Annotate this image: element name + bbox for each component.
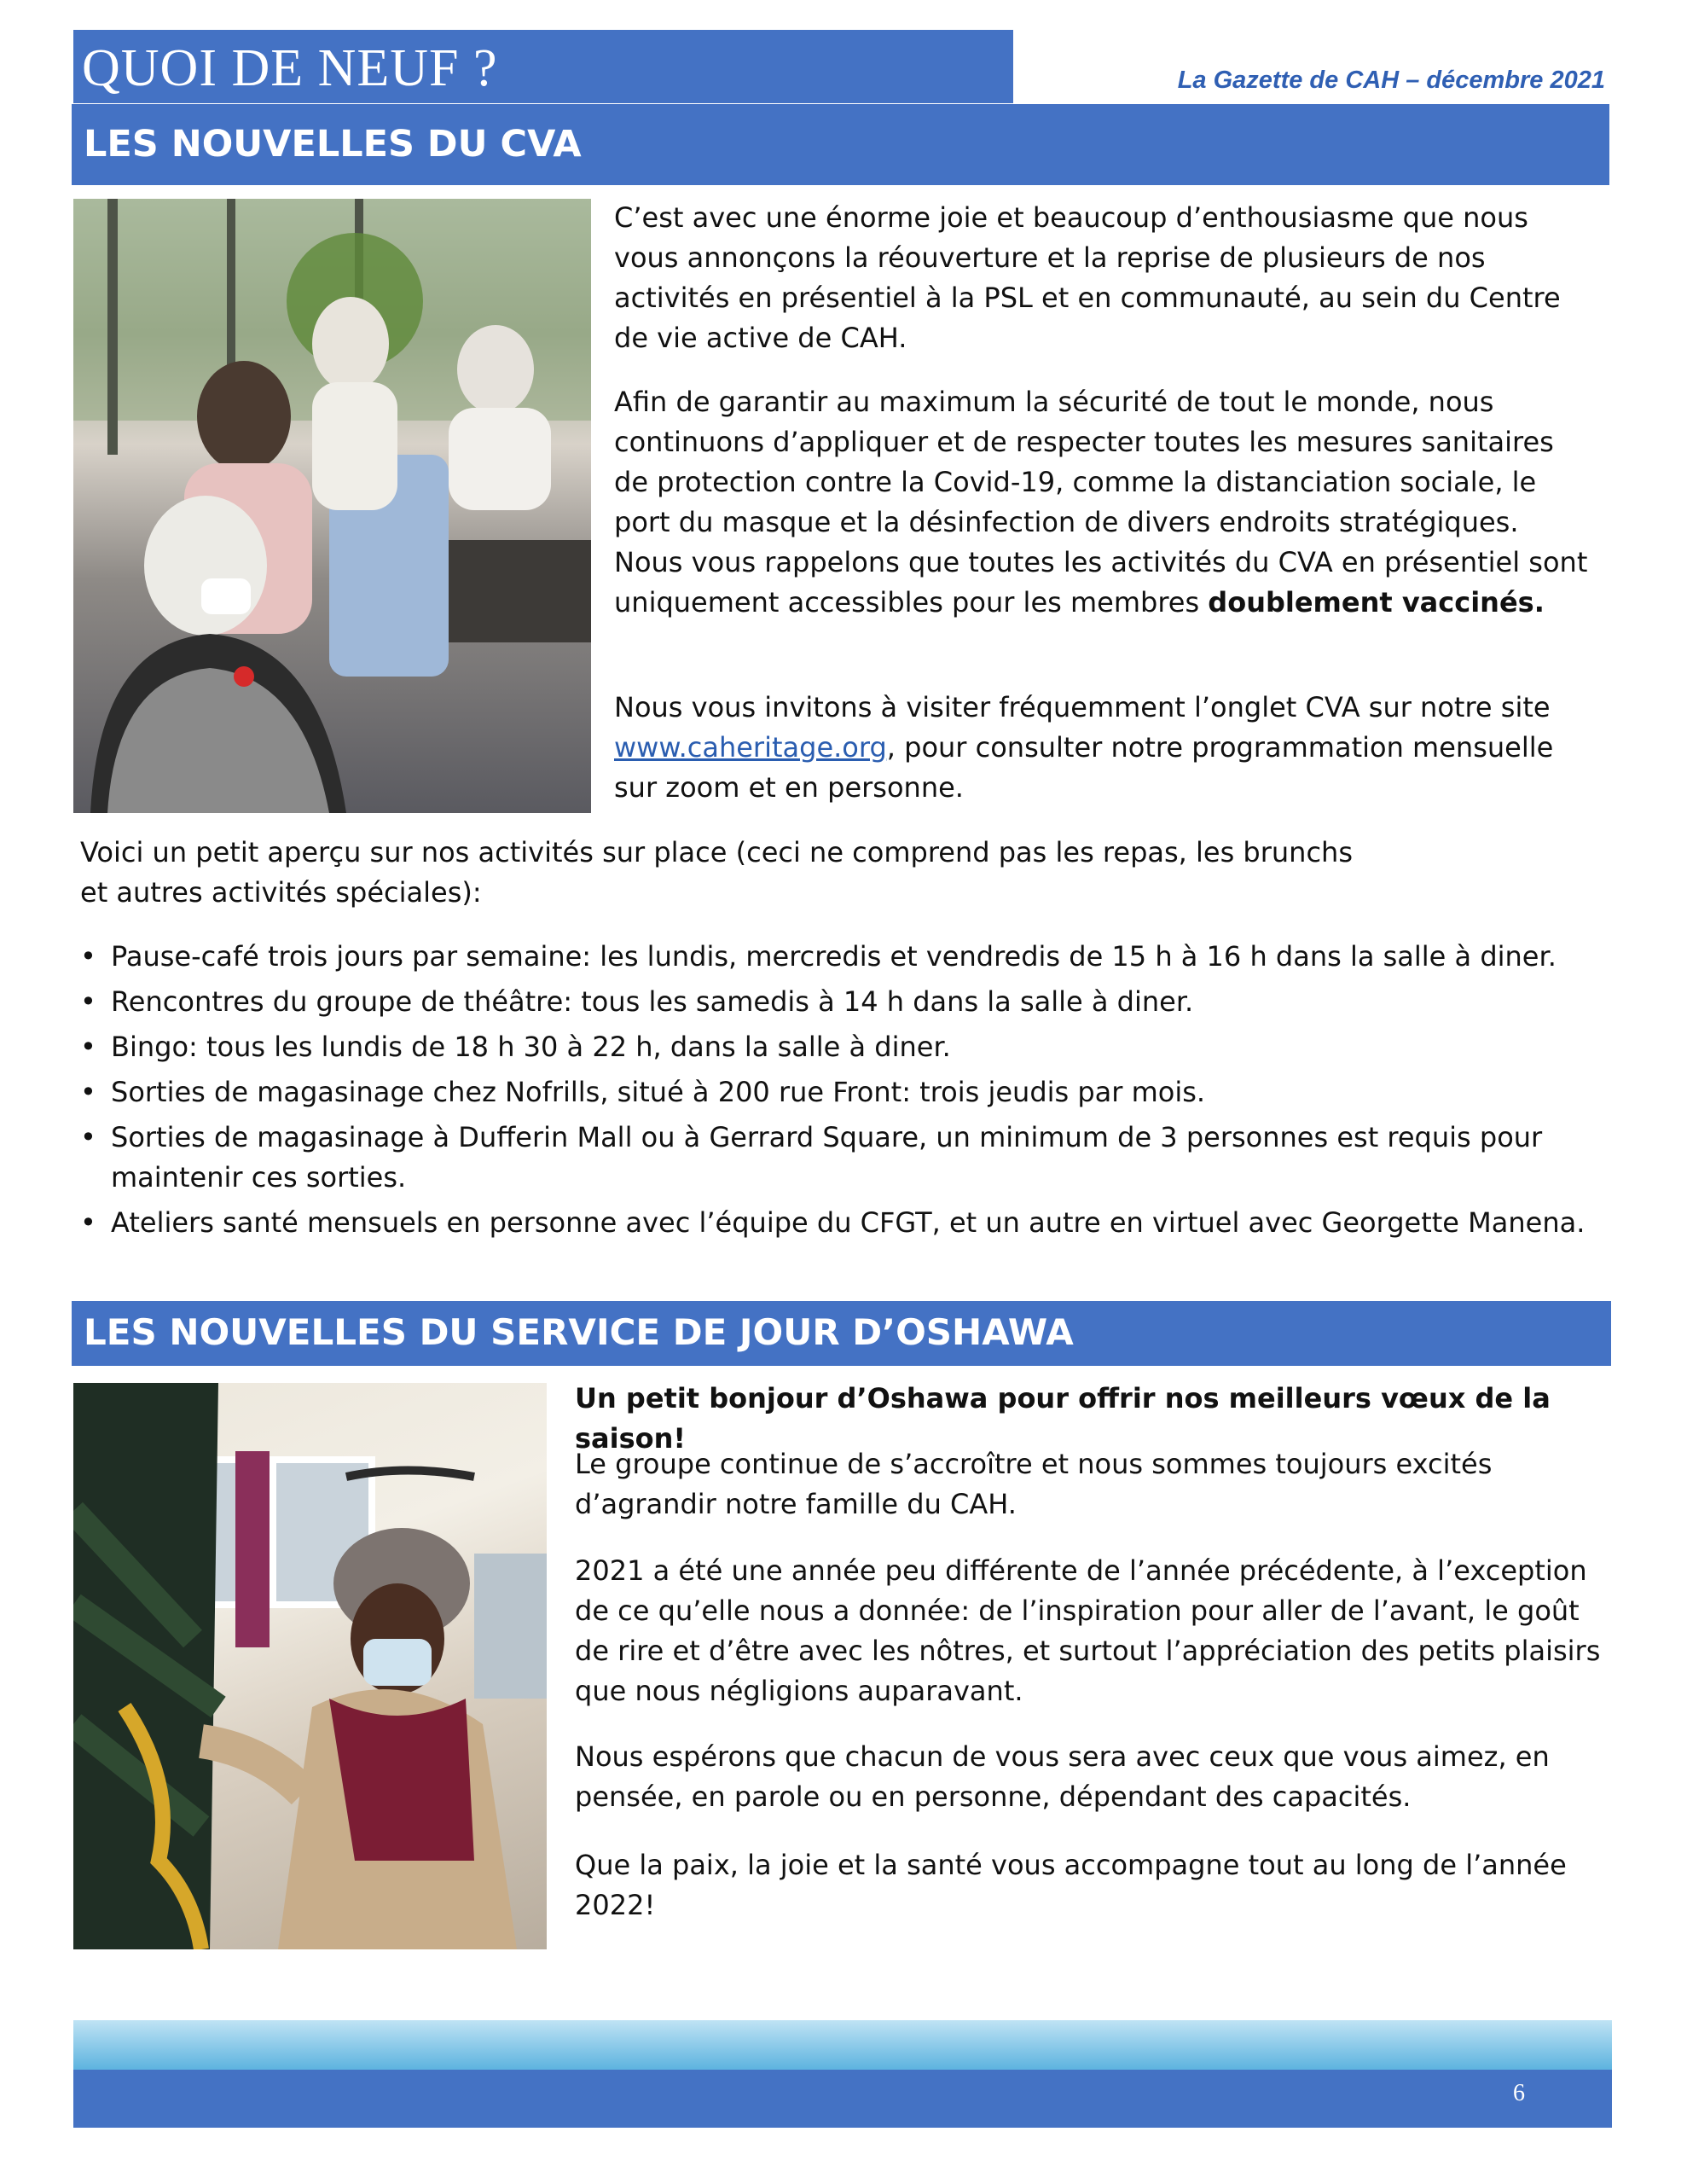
bullet: • [80,1076,96,1108]
activities-intro: Voici un petit aperçu sur nos activités sur place (ceci ne comprend pas les repas, les brunchs et autres activités spéciales): [80,836,1353,909]
list-item [80,982,1615,1022]
activity-text: Sorties de magasinage à Dufferin Mall ou à Gerrard Square, un minimum de 3 personnes est requis pour maintenir ces sorties. [111,1121,1543,1194]
cva-paragraph-1: C’est avec une énorme joie et beaucoup d’enthousiasme que nous vous annonçons la réouverture et la reprise de plusieurs de nos activités en présentiel à la PSL et en communauté, au sein du Centre de vie active de CAH. [614,201,1561,354]
oshawa-paragraph-5: Que la paix, la joie et la santé vous accompagne tout au long de l’année 2022! [575,1849,1567,1921]
cva-paragraph-2-bold: doublement vaccinés. [1208,586,1545,619]
list-item [80,1072,1615,1112]
oshawa-paragraph-4: Nous espérons que chacun de vous sera avec ceux que vous aimez, en pensée, en parole ou en personne, dépendant des capacités. [575,1740,1550,1813]
activity-text: Sorties de magasinage chez Nofrills, situé à 200 rue Front: trois jeudis par mois. [111,1076,1206,1108]
bullet: • [80,1206,96,1239]
list-item [80,1027,1615,1067]
footer-wave [73,2020,1612,2070]
page-title: QUOI DE NEUF ? [82,39,498,97]
activity-text: Bingo: tous les lundis de 18 h 30 à 22 h, dans la salle à diner. [111,1031,951,1063]
list-item [80,1203,1615,1243]
cva-paragraph-2-text: Afin de garantir au maximum la sécurité de tout le monde, nous continuons d’appliquer et de respecter toutes les mesures sanitaires de protection contre la Covid-19, comme la distanciation sociale, le port du masque et la désinfection de divers endroits stratégiques. Nous vous rappelons que toutes les activités du CVA en présentiel sont uniquement accessibles pour les membres [614,386,1588,619]
list-item [80,1118,1615,1198]
oshawa-paragraph-2: Le groupe continue de s’accroître et nous sommes toujours excités d’agrandir notre famille du CAH. [575,1448,1493,1520]
section-title-oshawa: LES NOUVELLES DU SERVICE DE JOUR D’OSHAWA [84,1311,1074,1353]
cva-paragraph-3 [614,688,1595,808]
bullet: • [80,940,96,973]
page-number: 6 [1513,2080,1525,2106]
bullet: • [80,1121,96,1153]
bullet: • [80,1031,96,1063]
activity-text: Rencontres du groupe de théâtre: tous les samedis à 14 h dans la salle à diner. [111,985,1194,1018]
cva-seniors-photo [73,199,591,813]
oshawa-greeting: Un petit bonjour d’Oshawa pour offrir nos meilleurs vœux de la saison! [575,1382,1551,1455]
caheritage-link[interactable]: www.caheritage.org [614,731,887,764]
bullet: • [80,985,96,1018]
cva-paragraph-3-end: , pour consulter notre programmation mensuelle sur zoom et en personne. [614,731,1554,804]
cva-paragraph-3-text: Nous vous invitons à visiter fréquemment l’onglet CVA sur notre site [614,691,1551,723]
activity-text: Pause-café trois jours par semaine: les lundis, mercredis et vendredis de 15 h à 16 h dans la salle à diner. [111,940,1557,973]
oshawa-christmas-photo [73,1383,547,1949]
activity-text: Ateliers santé mensuels en personne avec l’équipe du CFGT, et un autre en virtuel avec Georgette Manena. [111,1206,1586,1239]
cva-paragraph-2 [614,382,1595,623]
oshawa-photo-illustration [73,1383,547,1949]
section-header-oshawa [72,1301,1611,1366]
activities-list [80,937,1615,1248]
footer-bar [73,2070,1612,2128]
cva-photo-illustration [73,199,591,813]
list-item [80,937,1615,977]
section-header-cva [72,104,1609,185]
oshawa-paragraph-3: 2021 a été une année peu différente de l’année précédente, à l’exception de ce qu’elle nous a donnée: de l’inspiration pour aller de l’avant, le goût de rire et d’être avec les nôtres, et surtout l’appréciation des petits plaisirs que nous négligions auparavant. [575,1554,1601,1707]
section-title-cva: LES NOUVELLES DU CVA [84,123,582,166]
gazette-issue: La Gazette de CAH – décembre 2021 [1177,67,1605,94]
